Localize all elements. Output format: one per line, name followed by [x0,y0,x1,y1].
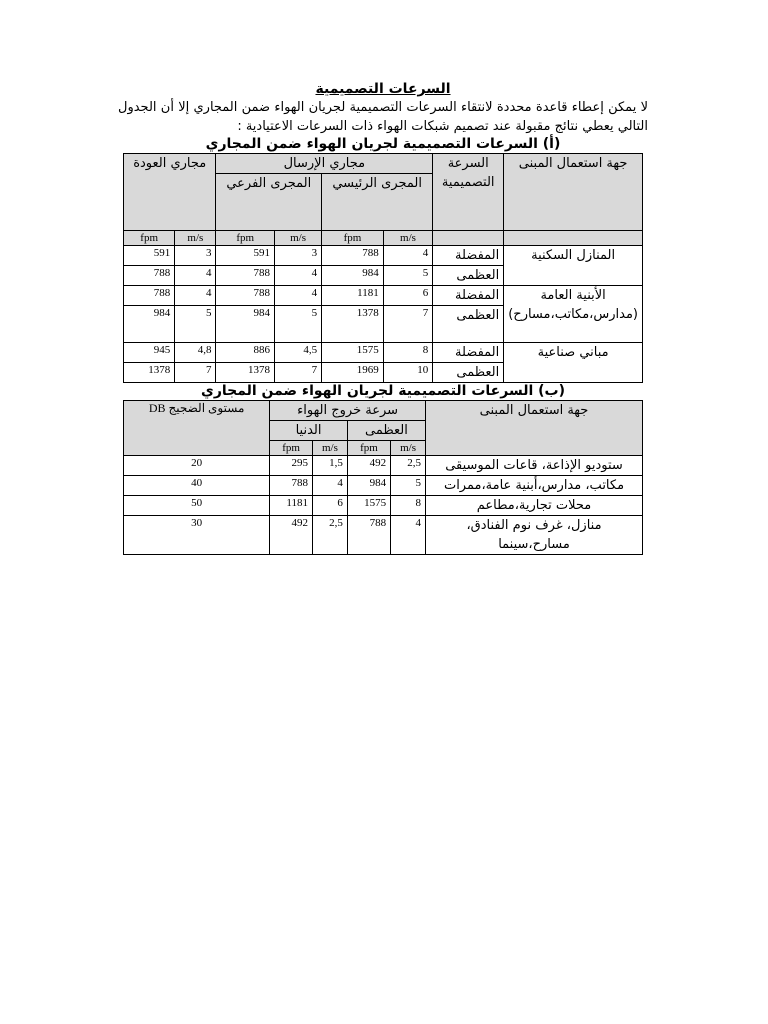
noise-db: 20 [124,456,270,476]
min-fpm: 1181 [270,496,313,516]
speed-cell: المفضلة [433,286,504,306]
use-cell: مكاتب، مدارس،أبنية عامة،ممرات [426,476,643,496]
main-ms: 5 [383,266,432,286]
branch-fpm: 1378 [216,363,275,383]
branch-ms: 4 [275,266,322,286]
table-row [124,476,643,496]
use-cell: مباني صناعية [504,343,643,383]
col-header-min: الدنيا [270,421,348,441]
min-ms: 1,5 [313,456,348,476]
table-row [124,456,643,476]
min-ms: 2,5 [313,516,348,555]
table-row [124,496,643,516]
unit-ms: m/s [275,231,322,246]
return-fpm: 788 [124,286,175,306]
branch-fpm: 788 [216,266,275,286]
col-header-use: جهة استعمال المبنى [504,154,643,231]
noise-db: 40 [124,476,270,496]
main-fpm: 1378 [322,306,384,343]
table-row [124,246,643,266]
use-cell: منازل، غرف نوم الفنادق، مسارح،سينما [426,516,643,555]
main-fpm: 984 [322,266,384,286]
branch-fpm: 591 [216,246,275,266]
main-ms: 8 [383,343,432,363]
return-fpm: 788 [124,266,175,286]
max-fpm: 492 [347,456,390,476]
return-fpm: 591 [124,246,175,266]
unit-spacer [433,231,504,246]
unit-fpm: fpm [216,231,275,246]
branch-ms: 3 [275,246,322,266]
return-ms: 4 [175,286,216,306]
max-ms: 5 [391,476,426,496]
document [118,80,648,555]
max-ms: 4 [391,516,426,555]
noise-db: 30 [124,516,270,555]
main-fpm: 1969 [322,363,384,383]
table-row [124,343,643,363]
unit-fpm: fpm [322,231,384,246]
min-fpm: 492 [270,516,313,555]
col-header-branch-duct: المجرى الفرعي [216,174,322,231]
min-ms: 6 [313,496,348,516]
page-title: السرعات التصميمية [315,81,451,97]
table-a [123,153,643,383]
unit-ms: m/s [391,441,426,456]
return-fpm: 945 [124,343,175,363]
min-ms: 4 [313,476,348,496]
max-fpm: 788 [347,516,390,555]
branch-fpm: 788 [216,286,275,306]
min-fpm: 788 [270,476,313,496]
col-header-max: العظمى [347,421,425,441]
main-fpm: 1575 [322,343,384,363]
unit-ms: m/s [383,231,432,246]
max-ms: 8 [391,496,426,516]
col-header-speed: السرعة التصميمية [433,154,504,231]
return-ms: 7 [175,363,216,383]
return-ms: 4 [175,266,216,286]
branch-fpm: 984 [216,306,275,343]
main-ms: 6 [383,286,432,306]
col-header-main-duct: المجرى الرئيسي [322,174,433,231]
return-fpm: 1378 [124,363,175,383]
branch-fpm: 886 [216,343,275,363]
unit-ms: m/s [175,231,216,246]
speed-cell: المفضلة [433,343,504,363]
use-cell: المنازل السكنية [504,246,643,286]
table-b-caption: (ب) السرعات التصميمية لجريان الهواء ضمن المجاري [200,383,565,399]
col-header-exit-speed: سرعة خروج الهواء [270,401,426,421]
speed-cell: العظمى [433,363,504,383]
table-a-caption: (أ) السرعات التصميمية لجريان الهواء ضمن المجاري [205,136,561,152]
unit-fpm: fpm [347,441,390,456]
use-cell: محلات تجارية،مطاعم [426,496,643,516]
max-fpm: 1575 [347,496,390,516]
table-row [124,286,643,306]
min-fpm: 295 [270,456,313,476]
noise-db: 50 [124,496,270,516]
use-cell: الأبنية العامة (مدارس،مكاتب،مسارح) [504,286,643,343]
max-ms: 2,5 [391,456,426,476]
branch-ms: 7 [275,363,322,383]
main-fpm: 788 [322,246,384,266]
use-cell: ستوديو الإذاعة، قاعات الموسيقى [426,456,643,476]
max-fpm: 984 [347,476,390,496]
main-ms: 4 [383,246,432,266]
table-b [123,400,643,555]
speed-cell: العظمى [433,266,504,286]
unit-fpm: fpm [124,231,175,246]
return-ms: 5 [175,306,216,343]
unit-spacer [504,231,643,246]
main-fpm: 1181 [322,286,384,306]
speed-cell: العظمى [433,306,504,343]
table-row [124,516,643,555]
main-ms: 7 [383,306,432,343]
intro-paragraph: لا يمكن إعطاء قاعدة محددة لانتقاء السرعات التصميمية لجريان الهواء ضمن المجاري إلا أن الجدول التالي يعطي نتائج مقبولة عند تصميم شبكات الهواء ذات السرعات الاعتيادية : [118,100,648,134]
branch-ms: 4 [275,286,322,306]
branch-ms: 4,5 [275,343,322,363]
return-ms: 3 [175,246,216,266]
main-ms: 10 [383,363,432,383]
col-header-use: جهة استعمال المبنى [426,401,643,456]
return-ms: 4,8 [175,343,216,363]
col-header-return: مجاري العودة [124,154,216,231]
branch-ms: 5 [275,306,322,343]
speed-cell: المفضلة [433,246,504,266]
unit-ms: m/s [313,441,348,456]
unit-fpm: fpm [270,441,313,456]
col-header-noise: مستوى الضجيج DB [124,401,270,456]
return-fpm: 984 [124,306,175,343]
col-header-supply: مجاري الإرسال [216,154,433,174]
